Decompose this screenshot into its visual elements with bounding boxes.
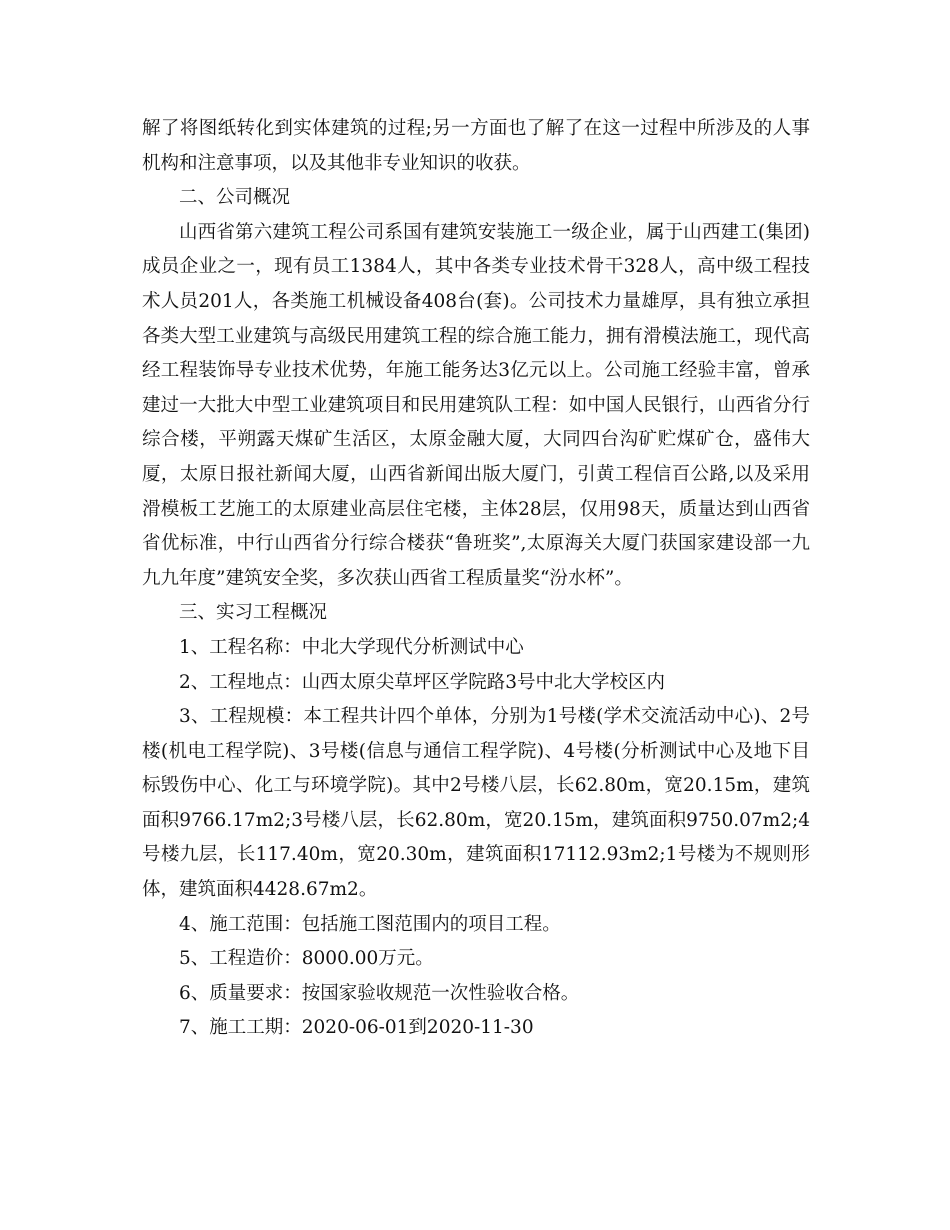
item-project-scale: 3、工程规模：本工程共计四个单体，分别为1号楼(学术交流活动中心)、2号楼(机电工程学院)、3号楼(信息与通信工程学院)、4号楼(分析测试中心及地下目标毁伤中心、化工与环境学院)。其中2号楼八层，长62.80m，宽20.15m，建筑面积9766.17m2;3号楼八层，长62.80m，宽20.15m，建筑面积9750.07m2;4号楼九层，长117.40m，宽20.30m，建筑面积17112.93m2;1号楼为不规则形体，建筑面积4428.67m2。 <box>142 706 810 901</box>
item-project-cost: 5、工程造价：8000.00万元。 <box>179 948 434 970</box>
paragraph-intro-continuation: 解了将图纸转化到实体建筑的过程;另一方面也了解了在这一过程中所涉及的人事机构和注意事项，以及其他非专业知识的收获。 <box>142 118 810 174</box>
item-project-location: 2、工程地点：山西太原尖草坪区学院路3号中北大学校区内 <box>179 671 666 693</box>
item-quality-requirement: 6、质量要求：按国家验收规范一次性验收合格。 <box>179 982 580 1004</box>
item-construction-scope: 4、施工范围：包括施工图范围内的项目工程。 <box>179 913 561 935</box>
paragraph-company-overview: 山西省第六建筑工程公司系国有建筑安装施工一级企业，属于山西建工(集团)成员企业之一，现有员工1384人，其中各类专业技术骨干328人，高中级工程技术人员201人，各类施工机械设备408台(套)。公司技术力量雄厚，具有独立承担各类大型工业建筑与高级民用建筑工程的综合施工能力，拥有滑模法施工，现代高经工程装饰导专业技术优势，年施工能务达3亿元以上。公司施工经验丰富，曾承建过一大批大中型工业建筑项目和民用建筑队工程：如中国人民银行，山西省分行综合楼，平朔露天煤矿生活区，太原金融大厦，大同四台沟矿贮煤矿仓，盛伟大厦，太原日报社新闻大厦，山西省新闻出版大厦门，引黄工程信百公路,以及采用滑模板工艺施工的太原建业高层住宅楼，主体28层，仅用98天，质量达到山西省省优标准，中行山西省分行综合楼获“鲁班奖”,太原海关大厦门获国家建设部一九九九年度”建筑安全奖，多次获山西省工程质量奖“汾水杯”。 <box>142 221 810 589</box>
heading-project-overview: 三、实习工程概况 <box>179 602 328 624</box>
item-construction-period: 7、施工工期：2020-06-01到2020-11-30 <box>179 1017 534 1039</box>
item-project-name: 1、工程名称：中北大学现代分析测试中心 <box>179 636 524 658</box>
document-body <box>142 112 810 1046</box>
heading-company-overview: 二、公司概况 <box>179 187 291 209</box>
